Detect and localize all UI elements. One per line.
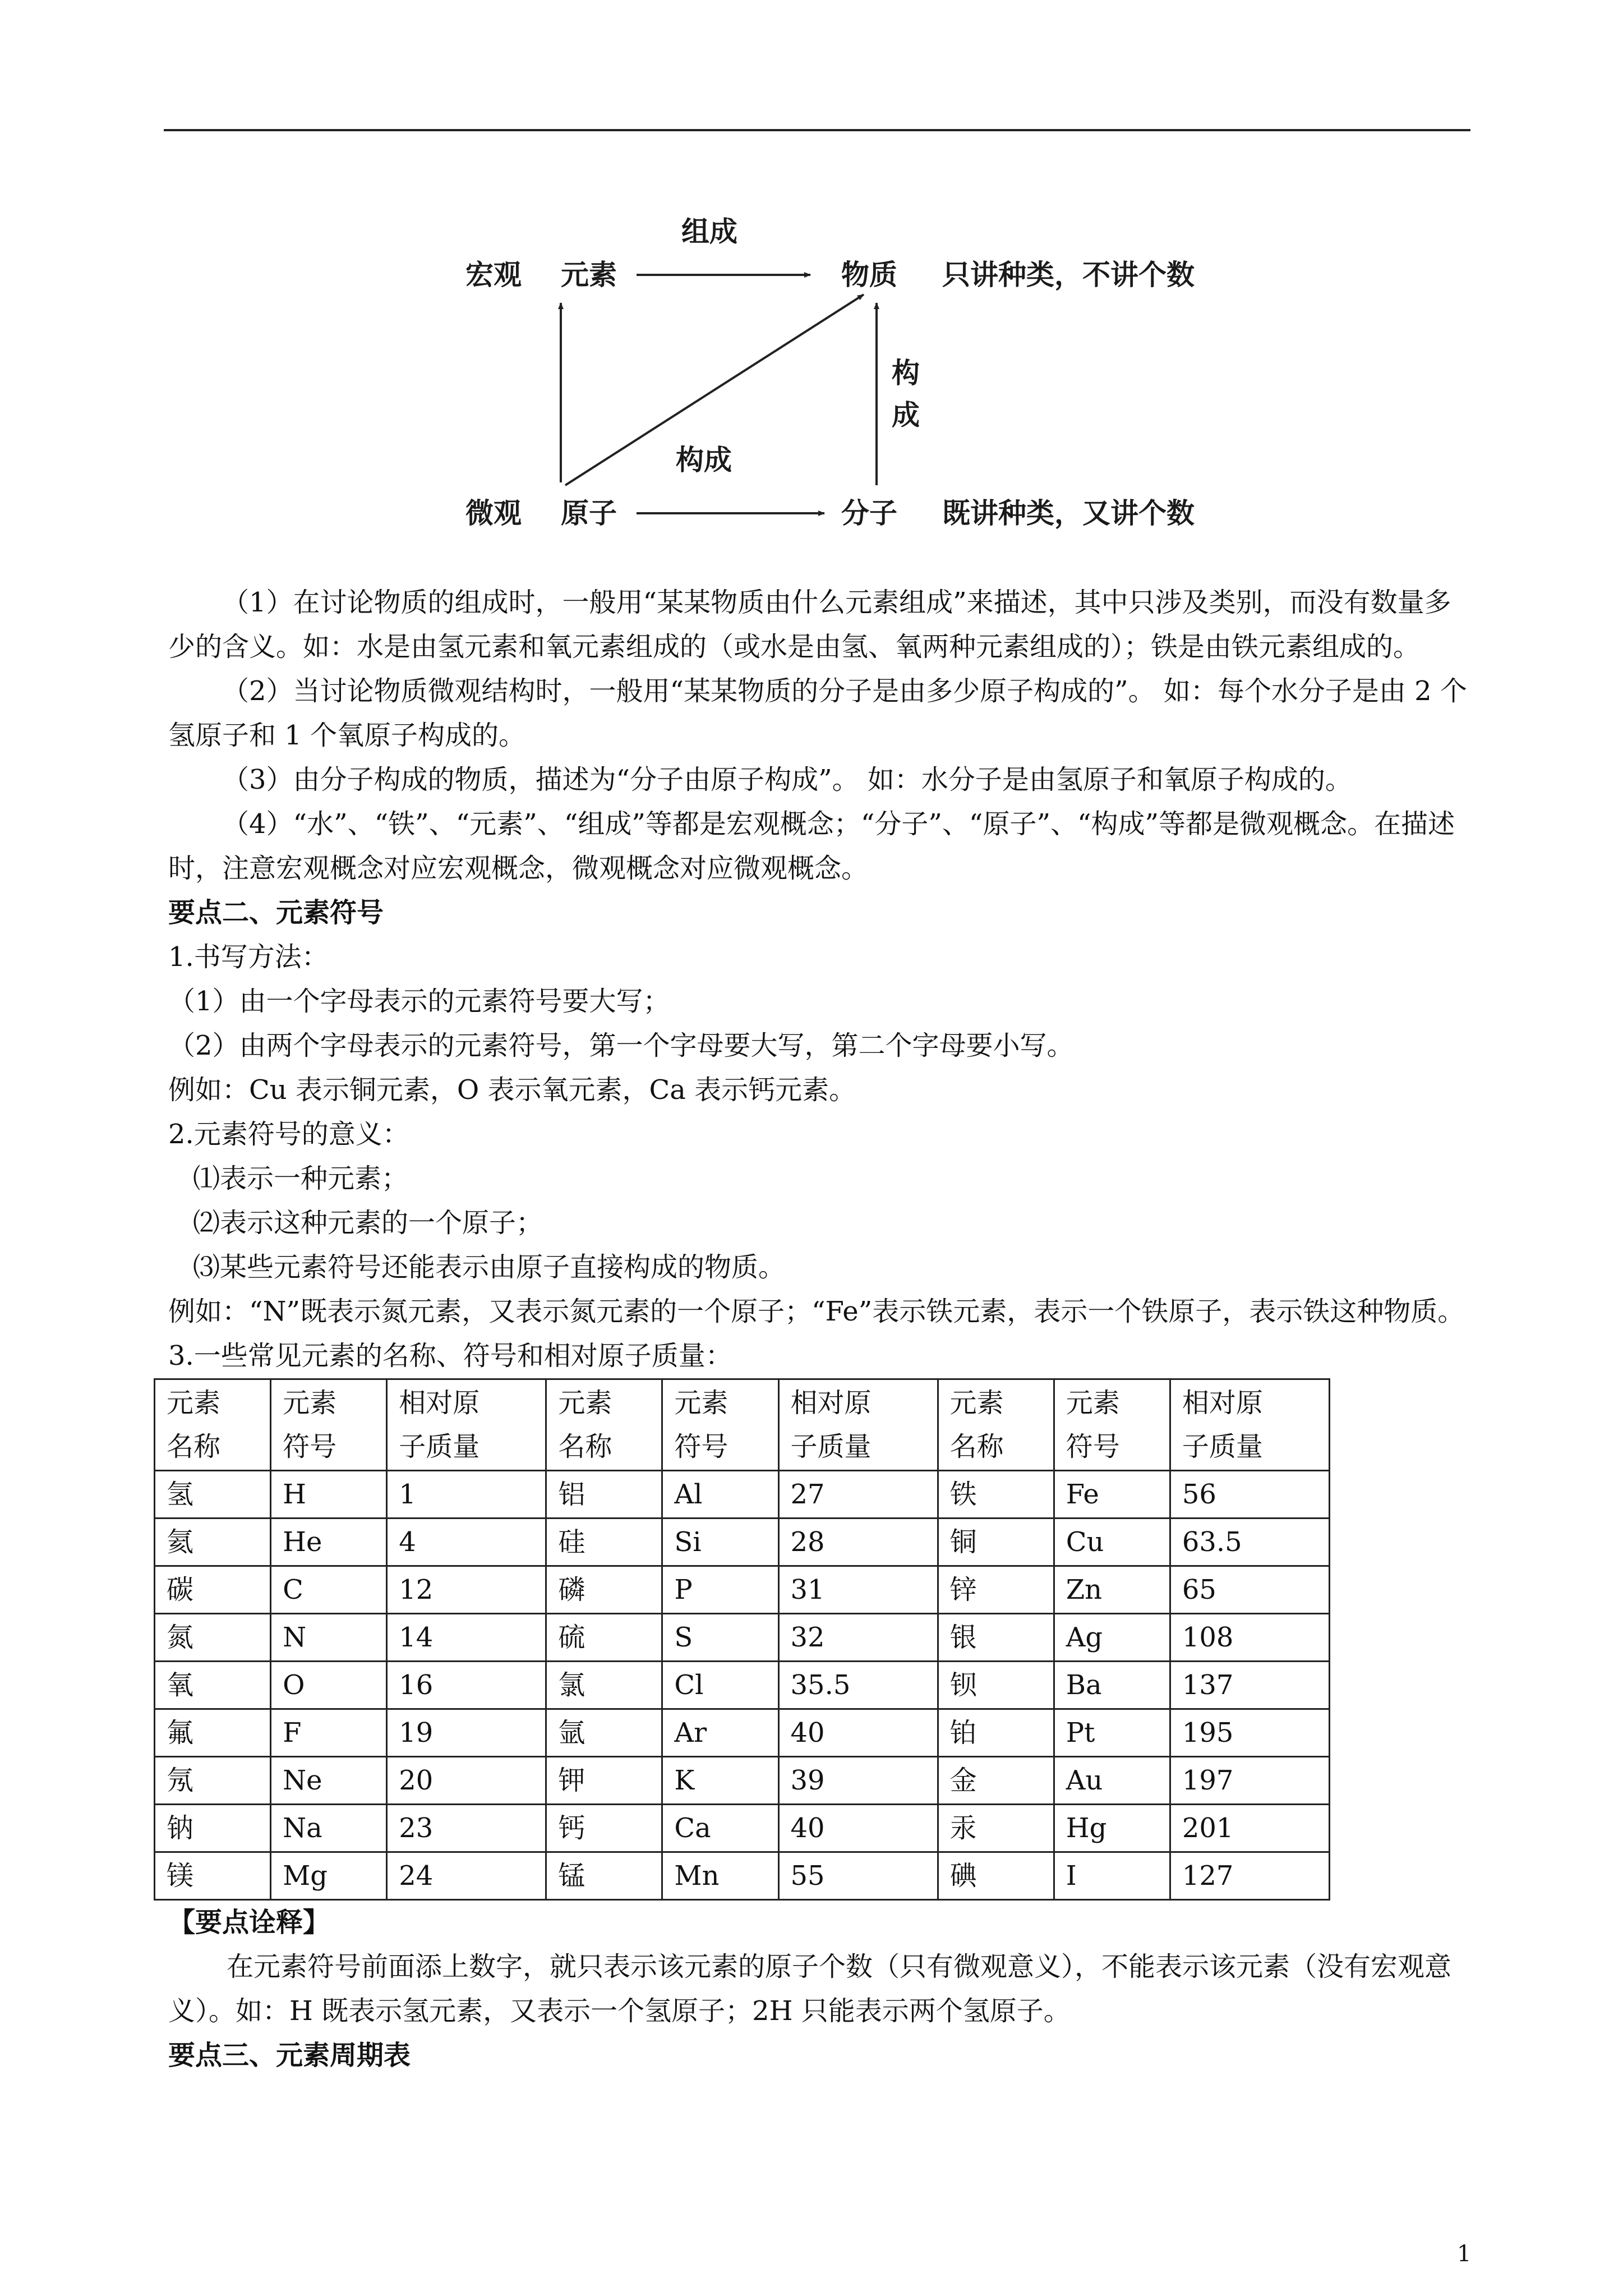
table-cell: 氟 bbox=[155, 1709, 271, 1757]
table-cell: 铜 bbox=[938, 1519, 1054, 1566]
table-cell: 39 bbox=[778, 1757, 938, 1805]
label-macro: 宏观 bbox=[465, 259, 522, 291]
table-header-cell: 相对原 子质量 bbox=[778, 1379, 938, 1471]
table-cell: 铂 bbox=[938, 1709, 1054, 1757]
paragraph-3: （3）由分子构成的物质，描述为“分子由原子构成”。 如：水分子是由氢原子和氧原子构成的。 bbox=[222, 764, 1352, 795]
table-cell: 40 bbox=[778, 1709, 938, 1757]
node-substance: 物质 bbox=[841, 259, 897, 291]
item-table-caption: 3.一些常见元素的名称、符号和相对原子质量： bbox=[168, 1340, 732, 1372]
header-rule bbox=[164, 129, 1470, 131]
table-row bbox=[155, 1852, 1330, 1900]
table-cell: 28 bbox=[778, 1519, 938, 1566]
node-element: 元素 bbox=[561, 259, 617, 291]
table-row bbox=[155, 1566, 1330, 1614]
table-cell: 氯 bbox=[546, 1662, 662, 1709]
table-cell: 铝 bbox=[546, 1471, 662, 1519]
table-cell: 钾 bbox=[546, 1757, 662, 1805]
table-cell: 108 bbox=[1170, 1614, 1329, 1662]
table-cell: 碘 bbox=[938, 1852, 1054, 1900]
label-micro: 微观 bbox=[465, 497, 522, 530]
label-construct: 构成 bbox=[676, 444, 732, 476]
note-macro: 只讲种类，不讲个数 bbox=[942, 259, 1195, 291]
table-cell: H bbox=[271, 1471, 387, 1519]
table-cell: O bbox=[271, 1662, 387, 1709]
table-cell: Fe bbox=[1054, 1471, 1170, 1519]
table-cell: 钡 bbox=[938, 1662, 1054, 1709]
table-header-cell: 元素 名称 bbox=[546, 1379, 662, 1471]
table-cell: 碳 bbox=[155, 1566, 271, 1614]
table-cell: 钠 bbox=[155, 1805, 271, 1852]
table-cell: 16 bbox=[387, 1662, 546, 1709]
paragraph-2: （2）当讨论物质微观结构时，一般用“某某物质的分子是由多少原子构成的”。 如：每个水分子是由 2 个氢原子和 1 个氧原子构成的。 bbox=[168, 675, 1467, 751]
table-cell: Ca bbox=[662, 1805, 778, 1852]
table-row bbox=[155, 1471, 1330, 1519]
table-row bbox=[155, 1757, 1330, 1805]
table-cell: 12 bbox=[387, 1566, 546, 1614]
table-cell: N bbox=[271, 1614, 387, 1662]
table-cell: 磷 bbox=[546, 1566, 662, 1614]
table-header-cell: 元素 符号 bbox=[271, 1379, 387, 1471]
table-cell: 201 bbox=[1170, 1805, 1329, 1852]
table-cell: 31 bbox=[778, 1566, 938, 1614]
table-cell: 汞 bbox=[938, 1805, 1054, 1852]
table-cell: 锌 bbox=[938, 1566, 1054, 1614]
table-header-cell: 元素 名称 bbox=[155, 1379, 271, 1471]
table-cell: 24 bbox=[387, 1852, 546, 1900]
page-number: 1 bbox=[1457, 2241, 1472, 2267]
item-writing-method: 1.书写方法： bbox=[168, 941, 329, 973]
table-row bbox=[155, 1662, 1330, 1709]
table-cell: 4 bbox=[387, 1519, 546, 1566]
table-cell: 127 bbox=[1170, 1852, 1329, 1900]
table-cell: 氖 bbox=[155, 1757, 271, 1805]
body-text bbox=[168, 581, 1469, 2078]
table-cell: 20 bbox=[387, 1757, 546, 1805]
note-title: 【要点诠释】 bbox=[168, 1907, 330, 1938]
label-construct-v1: 构 bbox=[892, 357, 920, 389]
table-cell: Na bbox=[271, 1805, 387, 1852]
table-header-cell: 元素 名称 bbox=[938, 1379, 1054, 1471]
table-cell: C bbox=[271, 1566, 387, 1614]
table-cell: 硅 bbox=[546, 1519, 662, 1566]
table-cell: He bbox=[271, 1519, 387, 1566]
table-cell: Ba bbox=[1054, 1662, 1170, 1709]
table-header-cell: 元素 符号 bbox=[662, 1379, 778, 1471]
table-cell: 氩 bbox=[546, 1709, 662, 1757]
table-cell: Pt bbox=[1054, 1709, 1170, 1757]
table-cell: S bbox=[662, 1614, 778, 1662]
table-cell: 40 bbox=[778, 1805, 938, 1852]
table-cell: Si bbox=[662, 1519, 778, 1566]
table-cell: 55 bbox=[778, 1852, 938, 1900]
heading-section-3: 要点三、元素周期表 bbox=[168, 2040, 411, 2071]
table-cell: P bbox=[662, 1566, 778, 1614]
table-cell: Ne bbox=[271, 1757, 387, 1805]
label-construct-v2: 成 bbox=[892, 399, 920, 431]
table-cell: 氧 bbox=[155, 1662, 271, 1709]
table-cell: Mn bbox=[662, 1852, 778, 1900]
table-row bbox=[155, 1805, 1330, 1852]
table-cell: 银 bbox=[938, 1614, 1054, 1662]
table-cell: 32 bbox=[778, 1614, 938, 1662]
table-cell: F bbox=[271, 1709, 387, 1757]
table-row bbox=[155, 1614, 1330, 1662]
table-cell: Cu bbox=[1054, 1519, 1170, 1566]
table-cell: 27 bbox=[778, 1471, 938, 1519]
table-header-cell: 元素 符号 bbox=[1054, 1379, 1170, 1471]
table-cell: 镁 bbox=[155, 1852, 271, 1900]
table-cell: Zn bbox=[1054, 1566, 1170, 1614]
note-micro: 既讲种类，又讲个数 bbox=[942, 497, 1195, 530]
table-cell: 23 bbox=[387, 1805, 546, 1852]
table-cell: 铁 bbox=[938, 1471, 1054, 1519]
table-row bbox=[155, 1519, 1330, 1566]
table-header-row bbox=[155, 1379, 1330, 1471]
table-cell: 金 bbox=[938, 1757, 1054, 1805]
table-cell: 氮 bbox=[155, 1614, 271, 1662]
table-cell: 197 bbox=[1170, 1757, 1329, 1805]
heading-section-2: 要点二、元素符号 bbox=[168, 897, 384, 928]
example-1: 例如：Cu 表示铜元素，O 表示氧元素，Ca 表示钙元素。 bbox=[168, 1074, 856, 1106]
item-meaning-2: ⑵表示这种元素的一个原子； bbox=[193, 1207, 543, 1239]
table-cell: I bbox=[1054, 1852, 1170, 1900]
item-writing-rule-2: （2）由两个字母表示的元素符号，第一个字母要大写，第二个字母要小写。 bbox=[168, 1030, 1074, 1061]
table-cell: 钙 bbox=[546, 1805, 662, 1852]
table-cell: 56 bbox=[1170, 1471, 1329, 1519]
table-cell: Al bbox=[662, 1471, 778, 1519]
table-cell: 氢 bbox=[155, 1471, 271, 1519]
item-symbol-meaning: 2.元素符号的意义： bbox=[168, 1119, 409, 1150]
table-cell: 19 bbox=[387, 1709, 546, 1757]
example-2: 例如：“N”既表示氮元素，又表示氮元素的一个原子；“Fe”表示铁元素，表示一个铁原子，表示铁这种物质。 bbox=[168, 1296, 1465, 1327]
table-cell: Ar bbox=[662, 1709, 778, 1757]
table-cell: Au bbox=[1054, 1757, 1170, 1805]
paragraph-1: （1）在讨论物质的组成时，一般用“某某物质由什么元素组成”来描述，其中只涉及类别，而没有数量多少的含义。如：水是由氢元素和氧元素组成的（或水是由氢、氧两种元素组成的）；铁是由铁元素组成的。 bbox=[168, 587, 1451, 662]
item-meaning-1: ⑴表示一种元素； bbox=[193, 1163, 409, 1194]
table-cell: 195 bbox=[1170, 1709, 1329, 1757]
table-cell: K bbox=[662, 1757, 778, 1805]
element-table bbox=[154, 1378, 1330, 1901]
label-compose: 组成 bbox=[681, 215, 737, 248]
note-text: 在元素符号前面添上数字，就只表示该元素的原子个数（只有微观意义），不能表示该元素（没有宏观意义）。如：H 既表示氢元素，又表示一个氢原子；2H 只能表示两个氢原子。 bbox=[168, 1951, 1452, 2027]
table-cell: Hg bbox=[1054, 1805, 1170, 1852]
node-molecule: 分子 bbox=[841, 497, 897, 530]
table-cell: 1 bbox=[387, 1471, 546, 1519]
table-cell: 63.5 bbox=[1170, 1519, 1329, 1566]
table-header-cell: 相对原 子质量 bbox=[387, 1379, 546, 1471]
table-body bbox=[155, 1471, 1330, 1900]
paragraph-4: （4）“水”、“铁”、“元素”、“组成”等都是宏观概念；“分子”、“原子”、“构成”等都是微观概念。在描述时，注意宏观概念对应宏观概念，微观概念对应微观概念。 bbox=[168, 808, 1455, 884]
table-cell: 137 bbox=[1170, 1662, 1329, 1709]
item-meaning-3: ⑶某些元素符号还能表示由原子直接构成的物质。 bbox=[193, 1251, 786, 1283]
item-writing-rule-1: （1）由一个字母表示的元素符号要大写； bbox=[168, 986, 670, 1017]
concept-diagram bbox=[437, 202, 1256, 550]
table-cell: 65 bbox=[1170, 1566, 1329, 1614]
table-cell: Cl bbox=[662, 1662, 778, 1709]
table-cell: 35.5 bbox=[778, 1662, 938, 1709]
node-atom: 原子 bbox=[561, 497, 617, 530]
table-cell: 氦 bbox=[155, 1519, 271, 1566]
table-cell: Mg bbox=[271, 1852, 387, 1900]
table-header-cell: 相对原 子质量 bbox=[1170, 1379, 1329, 1471]
table-cell: Ag bbox=[1054, 1614, 1170, 1662]
table-cell: 硫 bbox=[546, 1614, 662, 1662]
table-row bbox=[155, 1709, 1330, 1757]
table-cell: 14 bbox=[387, 1614, 546, 1662]
table-cell: 锰 bbox=[546, 1852, 662, 1900]
